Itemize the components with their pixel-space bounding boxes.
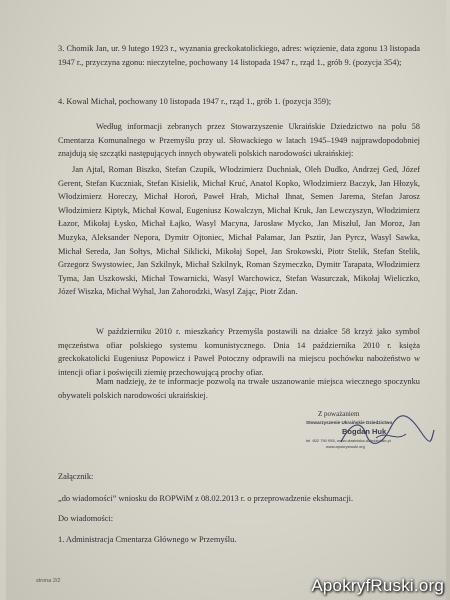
stamp-org: Stowarzyszenie Ukraińskie Dziedzictwo — [306, 420, 393, 425]
watermark: ApokryfRuski.org — [311, 576, 444, 595]
october-paragraph: W październiku 2010 r. mieszkańcy Przemyśla postawili na działce 58 krzyż jako symbol męczeństwa ofiar polskiego systemu komunistycznego. Dnia 14 października 2010 r. księża greckokatolicki Eugeniusz Popowicz i Paweł Potoczny odprawili na miejscu pochówku nabożeństwo w intencji ofiar i poświęcili ziemię przechowującą prochy ofiar. — [58, 327, 420, 377]
page-number: strona 2/2 — [36, 578, 61, 584]
list-item-4: 4. Kowal Michał, pochowany 10 listopada 1947 r., rząd 1., grób 1. (pozycja 359); — [58, 97, 332, 106]
attachment-label: Załącznik: — [58, 472, 94, 481]
hope-paragraph: Mam nadzieję, że te informacje pozwolą na trwałe uszanowanie miejsca wiecznego spoczynku obywateli polskich narodowości ukraińskiej. — [58, 377, 420, 400]
handwritten-signature — [336, 412, 436, 452]
cc-item-1: 1. Administracja Cmentarza Głównego w Przemyślu. — [58, 535, 237, 544]
list-item-3: 3. Chomik Jan, ur. 9 lutego 1923 r., wyznania greckokatolickiego, adres: więzienie, data zgonu 13 listopada 1947 r., przyczyna zgonu: nieczytelne, pochowany 14 listopada 1947 r., rząd 1., grób 9. (pozycja 354); — [58, 44, 420, 67]
cc-label: Do wiadomości: — [58, 514, 114, 523]
closing: Z poważaniem — [318, 410, 360, 418]
stamp-web: www.apokrysruski.org — [326, 444, 365, 449]
document-page — [6, 0, 446, 600]
stamp-contact: tel. 602 790 955, www.ukrainiska-dziedzictwo.pl — [306, 438, 391, 443]
intro-paragraph: Według informacji zebranych przez Stowarzyszenie Ukraińskie Dziedzictwo na polu 58 Cmentarza Komunalnego w Przemyślu przy ul. Słowackiego w latach 1945–1949 najprawdopodobniej znajdują się szczątki następujących innych obywateli polskich narodowości ukraińskiej: — [58, 122, 420, 158]
names-list: Jan Ajtal, Roman Biszko, Stefan Czupik, Włodzimierz Duchniak, Oleh Dudko, Andrzej Ged, Józef Gerent, Stefan Kuczniak, Stefan Kisielik, Michał Kruć, Anatol Kopko, Włodzimierz Baczyk, Jan Hłozyk, Włodzimierz Horeczy, Michał Horoń, Paweł Hrab, Michał Ihnat, Semen Jarema, Stefan Jarosz Włodzimierz Kiptyk, Michał Kowal, Eugeniusz Kowalczyn, Michał Kruk, Jan Lewczyszyn, Włodzimierz Łazor, Mikołaj Łysko, Michał Łajko, Wasyl Macyna, Jarosław Mycko, Jan Miszłul, Jan Moroz, Jan Muzyka, Aleksander Nepora, Dymitr Ojtoniec, Michał Pałamar, Jan Psztir, Jan Pyrcz, Wasyl Sawka, Michał Sereda, Jan Sołtys, Michał Siklicki, Mikołaj Sopeł, Jan Srokowski, Piotr Stelik, Stefan Stelik, Grzegorz Swystowiec, Jan Szkilnyk, Michał Szkilnyk, Roman Szymeczko, Dymitr Tarapata, Włodzimierz Tyma, Jan Uszkowski, Michał Towarnicki, Wasyl Warchowicz, Stefan Wasurczak, Mikołaj Wieliczko, Józef Wiszka, Michał Wyhal, Jan Zahorodzki, Wasyl Zając, Piotr Zdan. — [58, 165, 420, 297]
stamp-name: Bogdan Huk — [342, 427, 387, 436]
attachment-text: „do wiadomości” wniosku do ROPWiM z 08.02.2013 r. o przeprowadzenie ekshumacji. — [58, 494, 354, 503]
